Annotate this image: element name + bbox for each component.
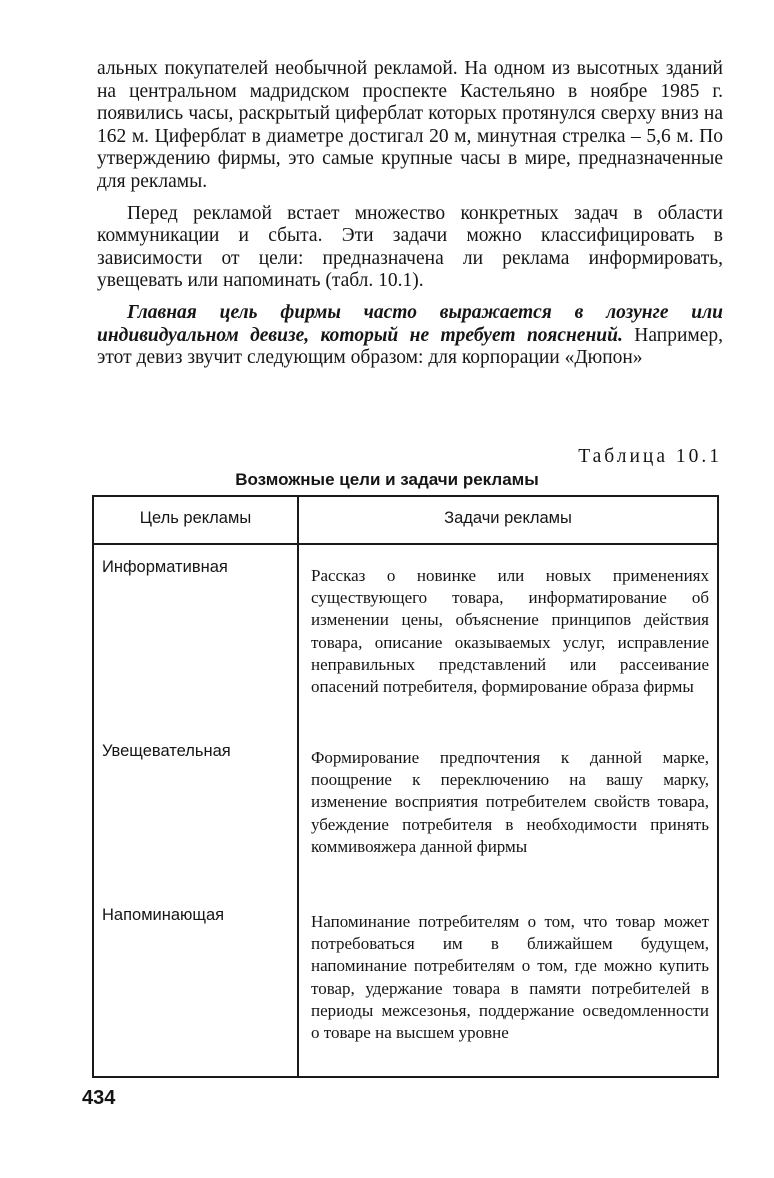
header-tasks: Задачи рекламы (444, 509, 572, 527)
table-header-divider (94, 543, 717, 545)
row-goal-reminder: Напоминающая (102, 906, 225, 924)
goals-table (92, 495, 719, 1078)
paragraph-main-goal-rest: Например, этот девиз звучит следующим образом: для корпорации «Дюпон» (97, 324, 723, 369)
page-number: 434 (82, 1087, 116, 1109)
paragraph-main-goal (97, 302, 723, 370)
row-tasks-persuasive: Формирование предпочтения к данной марке, поощрение к переключению на вашу марку, изменение восприятия потребителем свойств товара, убеждение потребителя в необходимости принять коммивояжера данной фирмы (311, 748, 709, 856)
row-tasks-reminder: Напоминание потребителям о том, что товар может потребоваться им в ближайшем будущем, напоминание потребителям о том, где можно купить товар, удержание товара в памяти потребителей в периоды межсезонья, поддержание осведомленности о товаре на высшем уровне (311, 912, 709, 1043)
body-text (97, 58, 723, 370)
paragraph-clock-ad: альных покупателей необычной рекламой. На одном из высотных зданий на центральном мадридском проспекте Кастельяно в ноябре 1985 г. появились часы, раскрытый циферблат которых протянулся сверху вниз на 162 м. Циферблат в диаметре достигал 20 м, минутная стрелка – 5,6 м. По утверждению фирмы, это самые крупные часы в мире, предназначенные для рекламы. (97, 58, 723, 192)
header-goal: Цель рекламы (139, 509, 252, 527)
table-label: Таблица 10.1 (578, 446, 722, 467)
table-column-divider (297, 497, 299, 1076)
paragraph-ad-tasks: Перед рекламой встает множество конкретных задач в области коммуникации и сбыта. Эти задачи можно классифицировать в зависимости от цели: предназначена ли реклама информировать, увещевать или напоминать (табл. 10.1). (97, 202, 723, 292)
row-goal-persuasive: Увещевательная (102, 742, 231, 760)
row-goal-informative: Информативная (102, 558, 228, 576)
table-title: Возможные цели и задачи рекламы (235, 470, 539, 489)
emphasis-main-goal: Главная цель фирмы часто выражается в лозунге или индивидуальном девизе, который не требует пояснений. (97, 301, 723, 346)
row-tasks-informative: Рассказ о новинке или новых применениях существующего товара, информатирование об изменении цены, объяснение принципов действия товара, описание оказываемых услуг, исправление неправильных представлений или рассеивание опасений потребителя, формирование образа фирмы (311, 566, 709, 697)
